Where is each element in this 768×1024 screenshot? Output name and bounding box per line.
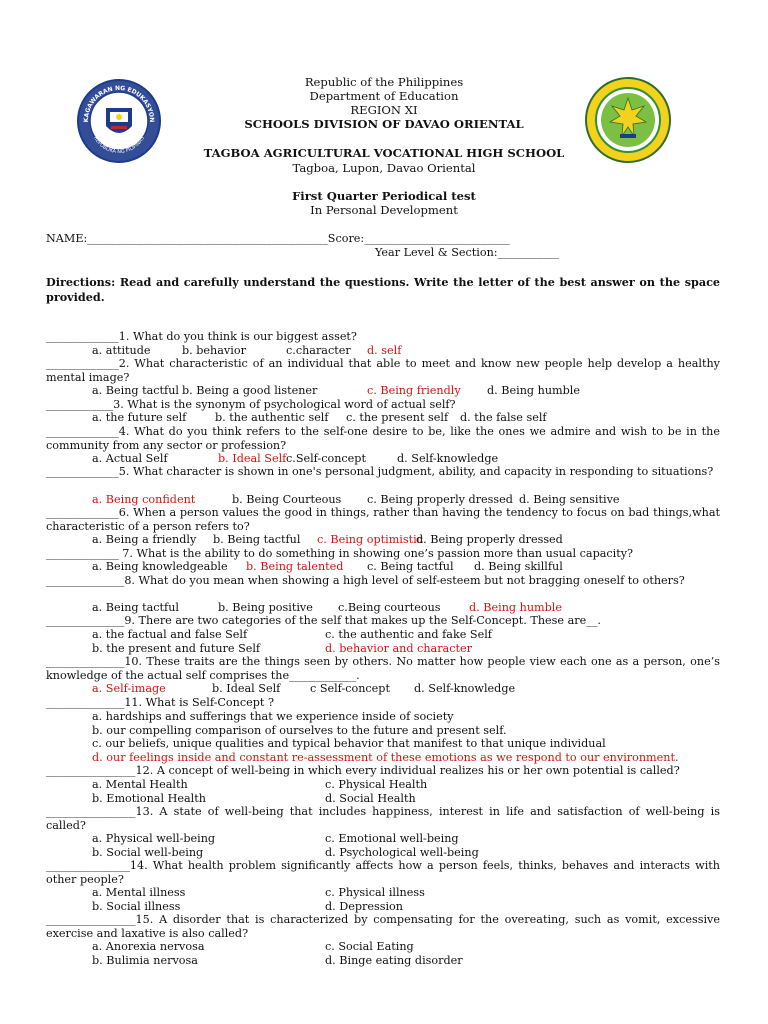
question-4 xyxy=(46,425,720,452)
question-10 xyxy=(46,655,720,682)
answer-blank[interactable]: ______________ xyxy=(46,696,125,709)
question-5 xyxy=(46,465,720,479)
option: b. Being positive xyxy=(218,601,313,614)
option: a. Self-image xyxy=(92,682,166,695)
school-address: Tagboa, Lupon, Davao Oriental xyxy=(292,161,476,175)
question-8 xyxy=(46,574,720,588)
option: b. our compelling comparison of ourselves to the future and present self. xyxy=(92,723,507,737)
option: c. our beliefs, unique qualities and typical behavior that manifest to that unique individual xyxy=(92,737,606,750)
answer-blank[interactable]: _____________ xyxy=(46,506,119,519)
question-2 xyxy=(46,357,720,384)
option: b. Being talented xyxy=(246,560,344,573)
answer-blank[interactable]: _____________ xyxy=(46,330,119,343)
question-text: 9. There are two categories of the self that makes up the Self-Concept. These are__. xyxy=(124,614,601,627)
answer-blank[interactable]: ______________ xyxy=(46,655,125,668)
question-text: 1. What do you think is our biggest asset? xyxy=(118,330,357,343)
question-text: 7. What is the ability to do something in showing one’s passion more than usual capacity? xyxy=(118,547,634,560)
option: b. Social well-being xyxy=(92,845,204,859)
option: c. Being friendly xyxy=(367,384,461,397)
option: b. the present and future Self xyxy=(92,641,261,655)
question-text: 14. What health problem significantly affects how a person feels, thinks, behaves and interacts with other people? xyxy=(46,859,720,886)
question-text: 15. A disorder that is characterized by compensating for the overeating, such as vomit, excessive exercise and laxative is also called? xyxy=(46,913,720,940)
option: b. Social illness xyxy=(92,899,181,913)
option: d. Self-knowledge xyxy=(414,682,516,695)
option: b. Being a good listener xyxy=(182,384,318,397)
option: c. Being tactful xyxy=(367,560,454,573)
seal-ring-text: KAGAWARAN NG EDUKASYON xyxy=(82,84,156,123)
question-14 xyxy=(46,859,720,886)
option: a. the factual and false Self xyxy=(92,628,248,641)
option: d. Being sensitive xyxy=(519,493,620,506)
option: a. attitude xyxy=(92,344,151,357)
option: b. behavior xyxy=(182,344,246,357)
seal-bottom-text: REPUBLIKA NG PILIPINAS xyxy=(92,135,146,156)
answer-blank[interactable]: _____________ xyxy=(46,465,119,478)
question-9 xyxy=(46,614,720,628)
option: d. Being humble xyxy=(469,601,562,614)
option: b. Being Courteous xyxy=(232,493,342,506)
option: c. Physical Health xyxy=(325,778,428,791)
question-15 xyxy=(46,913,720,940)
option: d. our feelings inside and constant re-assessment of these emotions as we respond to our environment. xyxy=(92,750,679,764)
answer-blank[interactable]: _____________ xyxy=(46,425,119,438)
option: d. Social Health xyxy=(325,791,416,805)
option: d. Self-knowledge xyxy=(397,452,499,465)
option: a. Being a friendly xyxy=(92,533,197,546)
test-title: First Quarter Periodical test xyxy=(292,189,476,203)
option: c. Physical illness xyxy=(325,886,425,899)
answer-blank[interactable]: _______________ xyxy=(46,859,130,872)
option: a. Actual Self xyxy=(92,452,168,465)
option: a. Being tactful xyxy=(92,384,179,397)
option: c.Being courteous xyxy=(338,601,441,614)
option: b. Bulimia nervosa xyxy=(92,953,198,967)
answer-blank[interactable]: _____________ xyxy=(46,547,119,560)
option: d. Binge eating disorder xyxy=(325,953,463,967)
question-12 xyxy=(46,764,720,778)
test-subject: In Personal Development xyxy=(310,203,458,217)
option: d. behavior and character xyxy=(325,641,472,655)
question-text: 2. What characteristic of an individual that able to meet and know new people help develop a healthy mental image? xyxy=(46,357,720,384)
option: d. Psychological well-being xyxy=(325,845,479,859)
header-department: Department of Education xyxy=(309,89,459,103)
option: a. Anorexia nervosa xyxy=(92,940,205,953)
question-1 xyxy=(46,330,720,344)
answer-blank[interactable]: ________________ xyxy=(46,913,136,926)
option: d. Depression xyxy=(325,899,403,913)
option: d. Being humble xyxy=(487,384,580,397)
option: b. Ideal Self xyxy=(212,682,281,695)
question-text: 11. What is Self-Concept ? xyxy=(124,696,274,709)
question-text: 12. A concept of well-being in which every individual realizes his or her own potential is called? xyxy=(135,764,680,777)
option: a. Being tactful xyxy=(92,601,179,614)
question-3 xyxy=(46,398,720,412)
answer-blank[interactable]: ________________ xyxy=(46,805,136,818)
option: b. the authentic self xyxy=(215,411,329,424)
option: a. Being knowledgeable xyxy=(92,560,228,573)
option: a. the future self xyxy=(92,411,187,424)
question-text: 8. What do you mean when showing a high level of self-esteem but not bragging oneself to others? xyxy=(124,574,685,587)
year-section-line[interactable]: Year Level & Section:___________ xyxy=(375,246,560,259)
option: b. Being tactful xyxy=(213,533,301,546)
question-text: 13. A state of well-being that includes happiness, interest in life and satisfaction of well-being is called? xyxy=(46,805,720,832)
option: c.character xyxy=(286,344,351,357)
option: d. the false self xyxy=(460,411,547,424)
option: c.Self-concept xyxy=(286,452,366,465)
option: a. Being confident xyxy=(92,493,196,506)
question-text: 6. When a person values the good in things, rather than having the tendency to focus on bad things,what characteristic of a person refers to? xyxy=(46,506,720,533)
option: c. the authentic and fake Self xyxy=(325,628,492,641)
question-7 xyxy=(46,547,720,561)
answer-blank[interactable]: ______________ xyxy=(46,574,125,587)
answer-blank[interactable]: ____________ xyxy=(46,398,114,411)
question-11 xyxy=(46,696,720,710)
header-republic: Republic of the Philippines xyxy=(304,75,464,89)
question-text: 3. What is the synonym of psychological word of actual self? xyxy=(113,398,456,411)
option: a. Physical well-being xyxy=(92,832,216,845)
option: c. Social Eating xyxy=(325,940,414,953)
option: a. Mental Health xyxy=(92,778,188,791)
school-name: TAGBOA AGRICULTURAL VOCATIONAL HIGH SCHOOL xyxy=(203,146,565,160)
answer-blank[interactable]: ______________ xyxy=(46,614,125,627)
name-score-line[interactable]: NAME:___________________________________________Score:__________________________ xyxy=(46,232,510,245)
option: d. Being skillful xyxy=(474,560,563,573)
question-13 xyxy=(46,805,720,832)
question-text: 4. What do you think refers to the self-one desire to be, like the ones we admire and wish to be in the community from any sector or profession? xyxy=(46,425,720,452)
answer-blank[interactable]: _____________ xyxy=(46,357,119,370)
question-6 xyxy=(46,506,720,533)
header-division: SCHOOLS DIVISION OF DAVAO ORIENTAL xyxy=(244,117,524,131)
option: d. self xyxy=(367,344,402,357)
option: b. Emotional Health xyxy=(92,791,206,805)
option: d. Being properly dressed xyxy=(416,533,563,546)
option: c Self-concept xyxy=(310,682,390,695)
question-text: 5. What character is shown in one's personal judgment, ability, and capacity in responding to situations? xyxy=(118,465,714,478)
header-region: REGION XI xyxy=(350,103,418,117)
option: c. the present self xyxy=(346,411,449,424)
option: a. hardships and sufferings that we experience inside of society xyxy=(92,710,454,723)
question-text: 10. These traits are the things seen by others. No matter how people view each one as a person, one’s knowledge of the actual self comprises the____________. xyxy=(46,655,720,682)
option: b. Ideal Self xyxy=(218,452,287,465)
option: c. Being optimistic xyxy=(317,533,423,546)
option: c. Emotional well-being xyxy=(325,832,459,845)
answer-blank[interactable]: ________________ xyxy=(46,764,136,777)
directions: Directions: Read and carefully understand the questions. Write the letter of the best answer on the space provided. xyxy=(46,275,720,304)
option: c. Being properly dressed xyxy=(367,493,513,506)
option: a. Mental illness xyxy=(92,886,186,899)
